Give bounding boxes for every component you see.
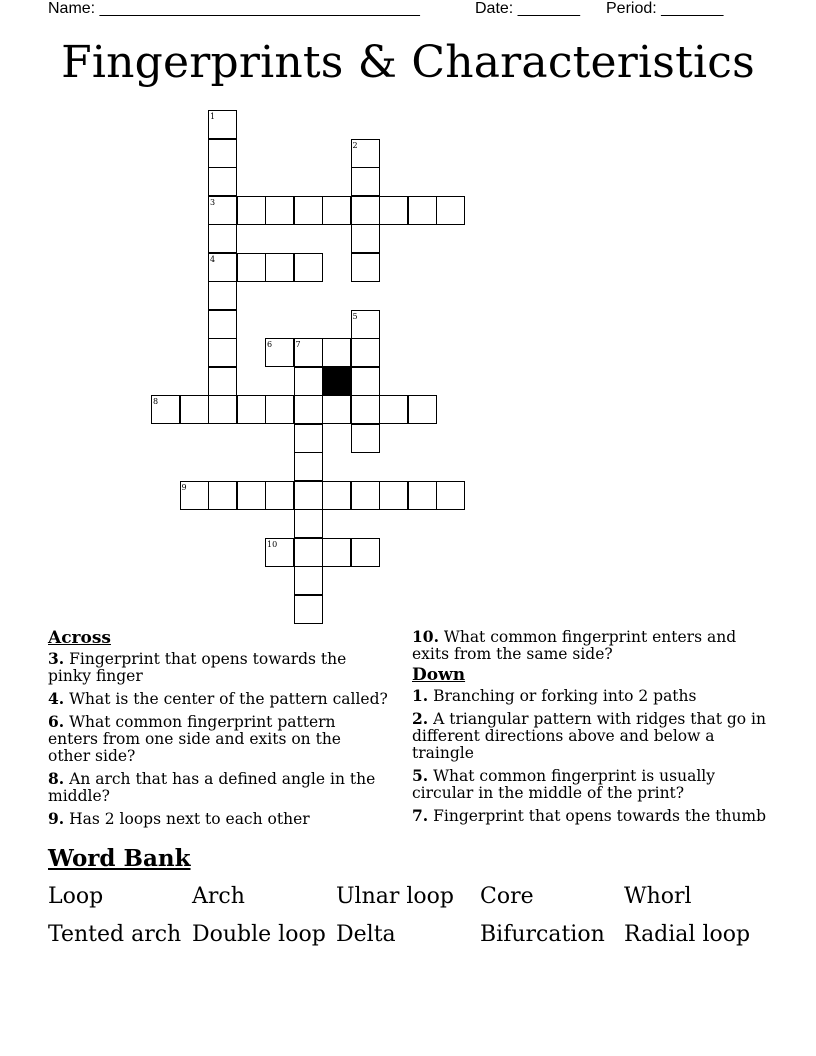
clue-number-label: 7 bbox=[295, 340, 301, 349]
clues-right-column bbox=[412, 628, 772, 830]
crossword-cell[interactable] bbox=[351, 481, 380, 510]
clue-number-label: 9 bbox=[181, 482, 187, 492]
crossword-cell[interactable] bbox=[351, 167, 380, 196]
crossword-cell[interactable] bbox=[351, 395, 380, 424]
crossword-cell[interactable] bbox=[208, 481, 237, 510]
clue-across-10 bbox=[412, 628, 772, 663]
clue-text: Fingerprint that opens towards the pinky finger bbox=[48, 650, 347, 685]
crossword-cell[interactable] bbox=[351, 253, 380, 282]
clue-text: What common fingerprint enters and exits from the same side? bbox=[412, 628, 737, 663]
crossword-cell[interactable] bbox=[294, 367, 323, 396]
crossword-cell[interactable] bbox=[351, 424, 380, 453]
clue-number: 2. bbox=[412, 709, 429, 728]
clue-number-label: 2 bbox=[352, 140, 358, 150]
clue-across-6 bbox=[48, 713, 388, 765]
clue-number: 4. bbox=[48, 689, 65, 708]
crossword-cell[interactable] bbox=[408, 196, 437, 225]
crossword-cell[interactable] bbox=[322, 481, 351, 510]
clue-number: 10. bbox=[412, 627, 439, 646]
clue-number: 3. bbox=[48, 649, 65, 668]
clue-across-9 bbox=[48, 810, 388, 828]
clue-number-label: 8 bbox=[153, 397, 159, 406]
crossword-cell[interactable] bbox=[436, 481, 465, 510]
page-title: Fingerprints & Characteristics bbox=[61, 37, 755, 88]
clue-down-2 bbox=[412, 710, 772, 762]
clue-text: What is the center of the pattern called? bbox=[69, 690, 388, 708]
crossword-cell[interactable] bbox=[294, 196, 323, 225]
clue-down-7 bbox=[412, 807, 772, 825]
crossword-cell[interactable] bbox=[237, 481, 266, 510]
crossword-cell[interactable] bbox=[237, 253, 266, 282]
clue-down-1 bbox=[412, 687, 772, 705]
word-bank-item: Bifurcation bbox=[480, 922, 605, 947]
clue-down-5 bbox=[412, 767, 772, 802]
word-bank-item: Ulnar loop bbox=[336, 884, 454, 909]
clue-number: 1. bbox=[412, 686, 429, 705]
clue-number-label: 5 bbox=[352, 311, 358, 321]
crossword-cell[interactable] bbox=[379, 481, 408, 510]
clue-number: 6. bbox=[48, 712, 65, 731]
clues-left-column bbox=[48, 628, 388, 833]
crossword-cell[interactable] bbox=[351, 338, 380, 367]
clue-number-label: 3 bbox=[210, 197, 216, 207]
crossword-cell[interactable] bbox=[265, 481, 294, 510]
crossword-cell[interactable] bbox=[294, 395, 323, 424]
word-bank-item: Delta bbox=[336, 922, 396, 947]
crossword-cell[interactable] bbox=[379, 196, 408, 225]
crossword-cell[interactable] bbox=[265, 253, 294, 282]
clue-across-3 bbox=[48, 650, 388, 685]
crossword-cell[interactable] bbox=[294, 566, 323, 595]
crossword-cell[interactable] bbox=[208, 310, 237, 339]
crossword-cell[interactable] bbox=[208, 281, 237, 310]
across-heading: Across bbox=[48, 628, 111, 648]
clue-number-label: 4 bbox=[210, 254, 216, 264]
name-field[interactable]: Name: ____________________________________ bbox=[48, 0, 420, 17]
word-bank-title: Word Bank bbox=[48, 845, 191, 872]
crossword-cell[interactable] bbox=[208, 367, 237, 396]
crossword-cell[interactable] bbox=[379, 395, 408, 424]
crossword-cell[interactable] bbox=[180, 395, 209, 424]
crossword-cell[interactable] bbox=[351, 538, 380, 567]
crossword-cell[interactable] bbox=[294, 595, 323, 624]
crossword-cell[interactable] bbox=[351, 224, 380, 253]
clue-text: An arch that has a defined angle in the middle? bbox=[48, 770, 376, 805]
word-bank-item: Double loop bbox=[192, 922, 326, 947]
word-bank-item: Core bbox=[480, 884, 534, 909]
clue-text: Has 2 loops next to each other bbox=[69, 810, 310, 828]
word-bank-item: Arch bbox=[192, 884, 245, 909]
word-bank-item: Radial loop bbox=[624, 922, 751, 947]
crossword-cell[interactable] bbox=[322, 338, 351, 367]
crossword-cell[interactable] bbox=[294, 452, 323, 481]
crossword-cell[interactable] bbox=[208, 139, 237, 168]
clue-across-4 bbox=[48, 690, 388, 708]
crossword-cell[interactable] bbox=[322, 395, 351, 424]
clue-number: 8. bbox=[48, 769, 65, 788]
clue-number: 5. bbox=[412, 766, 429, 785]
clue-text: A triangular pattern with ridges that go in different directions above and below a traingle bbox=[412, 710, 766, 762]
clue-text: What common fingerprint pattern enters from one side and exits on the other side? bbox=[48, 713, 341, 765]
crossword-cell[interactable] bbox=[294, 509, 323, 538]
crossword-cell[interactable] bbox=[208, 224, 237, 253]
clue-number-label: 10 bbox=[267, 539, 278, 549]
clue-text: Branching or forking into 2 paths bbox=[433, 687, 697, 705]
clue-text: Fingerprint that opens towards the thumb bbox=[433, 807, 767, 825]
clue-number-label: 1 bbox=[210, 112, 216, 121]
crossword-cell[interactable] bbox=[322, 196, 351, 225]
clue-number: 7. bbox=[412, 806, 429, 825]
crossword-cell[interactable] bbox=[265, 196, 294, 225]
clue-number-label: 6 bbox=[267, 340, 273, 349]
crossword-cell[interactable] bbox=[265, 395, 294, 424]
crossword-cell[interactable] bbox=[408, 481, 437, 510]
crossword-cell[interactable] bbox=[351, 367, 380, 396]
period-field[interactable]: Period: _______ bbox=[606, 0, 724, 17]
crossword-cell[interactable] bbox=[408, 395, 437, 424]
crossword-cell[interactable] bbox=[237, 395, 266, 424]
crossword-cell[interactable] bbox=[294, 253, 323, 282]
crossword-cell[interactable] bbox=[294, 481, 323, 510]
date-field[interactable]: Date: _______ bbox=[475, 0, 580, 17]
crossword-cell[interactable] bbox=[294, 424, 323, 453]
word-bank-item: Whorl bbox=[624, 884, 692, 909]
word-bank-item: Loop bbox=[48, 884, 104, 909]
word-bank-item: Tented arch bbox=[48, 922, 182, 947]
blocked-cell bbox=[322, 367, 351, 396]
crossword-cell[interactable] bbox=[294, 538, 323, 567]
crossword-cell[interactable] bbox=[208, 338, 237, 367]
crossword-cell[interactable] bbox=[237, 196, 266, 225]
clue-number: 9. bbox=[48, 809, 65, 828]
crossword-cell[interactable] bbox=[322, 538, 351, 567]
crossword-cell[interactable] bbox=[208, 395, 237, 424]
crossword-cell[interactable] bbox=[436, 196, 465, 225]
clue-text: What common fingerprint is usually circular in the middle of the print? bbox=[412, 767, 716, 802]
crossword-cell[interactable] bbox=[208, 167, 237, 196]
clue-across-8 bbox=[48, 770, 388, 805]
crossword-cell[interactable] bbox=[351, 196, 380, 225]
down-heading: Down bbox=[412, 665, 466, 685]
